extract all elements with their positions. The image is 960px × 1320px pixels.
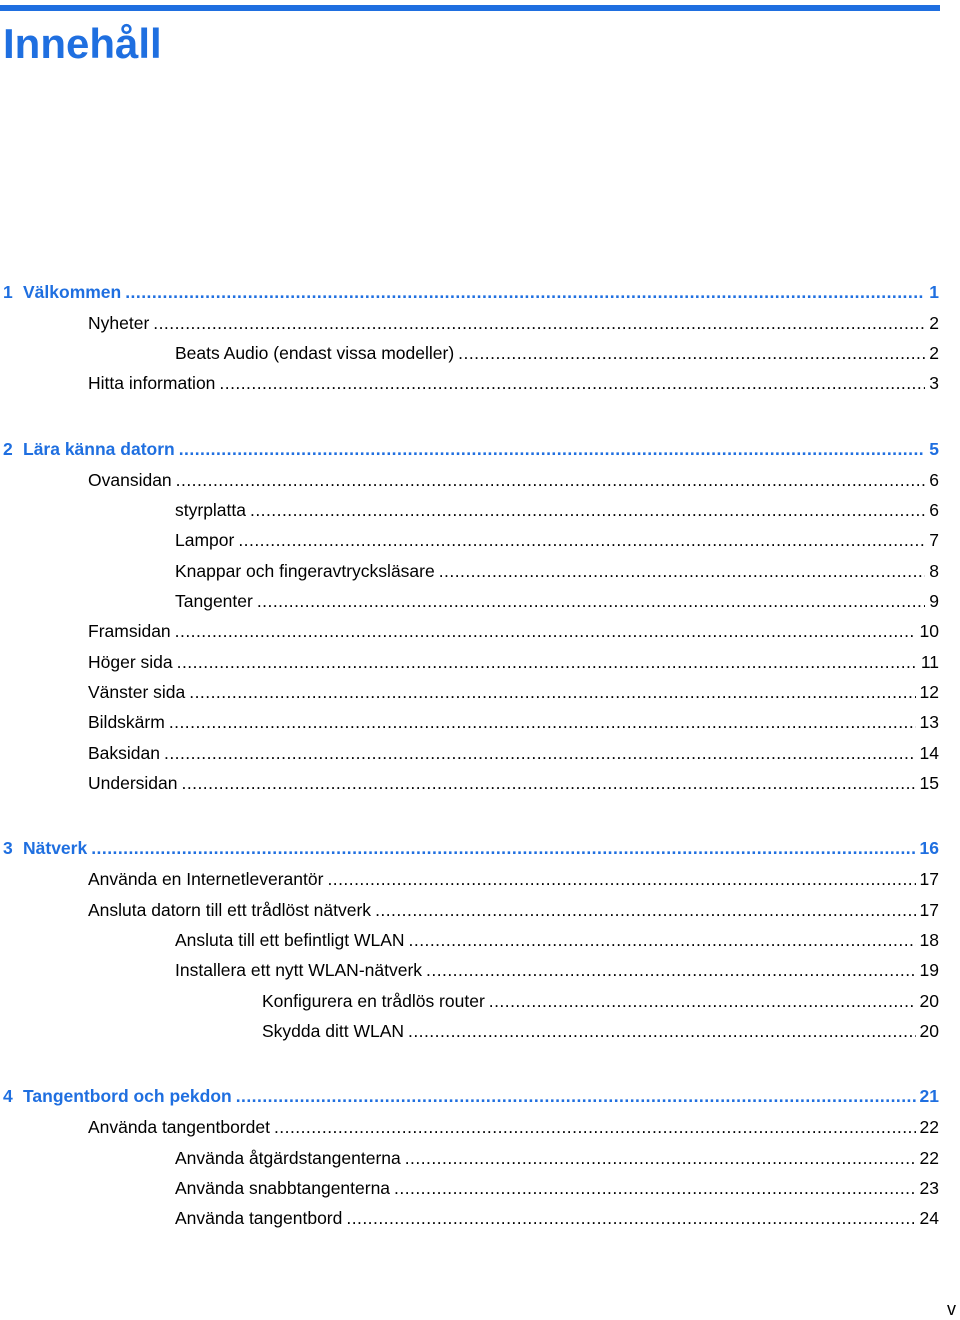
toc-entry-label: Höger sida: [88, 652, 173, 672]
dot-leader: [177, 650, 917, 674]
toc-entry-label: Använda tangentbordet: [88, 1117, 270, 1137]
dot-leader: [169, 710, 916, 734]
toc-entry-label: Tangenter: [175, 591, 253, 611]
dot-leader: [182, 771, 916, 795]
toc-entry-label: Tangentbord och pekdon: [23, 1086, 232, 1106]
toc-entry-link[interactable]: [0, 1115, 939, 1139]
toc-entry-link[interactable]: [0, 710, 939, 734]
toc-page-number: 3: [929, 373, 939, 393]
toc-page-number: 17: [919, 869, 939, 889]
toc-entry-label: Nätverk: [23, 838, 88, 858]
dot-leader: [346, 1206, 915, 1230]
dot-leader: [125, 280, 925, 304]
toc-page-number: 5: [929, 439, 939, 459]
dot-leader: [439, 559, 926, 583]
toc-page-number: 23: [919, 1178, 939, 1198]
toc-entry-link[interactable]: [0, 1176, 939, 1200]
toc-entry-link[interactable]: [0, 341, 939, 365]
toc-page-number: 2: [929, 313, 939, 333]
toc-entry-link[interactable]: [0, 1146, 939, 1170]
toc-entry-label: Lampor: [175, 530, 235, 550]
toc-entry-label: Beats Audio (endast vissa modeller): [175, 343, 455, 363]
toc-entry-label: Knappar och fingeravtrycksläsare: [175, 561, 435, 581]
chapter-number: 1: [3, 282, 13, 302]
toc-page-number: 10: [919, 621, 939, 641]
toc-entry-label: Ovansidan: [88, 470, 172, 490]
toc-page-number: 13: [919, 712, 939, 732]
page-number: v: [947, 1299, 956, 1319]
toc-entry-link[interactable]: [0, 468, 939, 492]
toc-chapter-link[interactable]: [0, 437, 939, 461]
dot-leader: [91, 836, 915, 860]
toc-page-number: 19: [919, 960, 939, 980]
toc-entry-label: Välkommen: [23, 282, 122, 302]
toc-entry-link[interactable]: [0, 1019, 939, 1043]
dot-leader: [489, 989, 916, 1013]
toc-entry-label: Lära känna datorn: [23, 439, 175, 459]
toc-entry-link[interactable]: [0, 989, 939, 1013]
toc-entry-link[interactable]: [0, 311, 939, 335]
toc-page-number: 15: [919, 773, 939, 793]
toc-page-number: 12: [919, 682, 939, 702]
toc-page-number: 17: [919, 900, 939, 920]
toc-entry-label: Bildskärm: [88, 712, 165, 732]
toc-page-number: 18: [919, 930, 939, 950]
dot-leader: [219, 371, 925, 395]
toc-entry-label: Undersidan: [88, 773, 178, 793]
toc-page-number: 9: [929, 591, 939, 611]
dot-leader: [257, 589, 925, 613]
dot-leader: [164, 741, 916, 765]
dot-leader: [375, 898, 915, 922]
page-title: Innehåll: [3, 20, 162, 67]
toc-page-number: 24: [919, 1208, 939, 1228]
chapter-number: 2: [3, 439, 13, 459]
toc-page-number: 8: [929, 561, 939, 581]
toc-page-number: 20: [919, 1021, 939, 1041]
toc-entry-label: styrplatta: [175, 500, 246, 520]
toc-entry-label: Ansluta till ett befintligt WLAN: [175, 930, 405, 950]
toc-entry-label: Ansluta datorn till ett trådlöst nätverk: [88, 900, 372, 920]
toc-page-number: 2: [929, 343, 939, 363]
dot-leader: [250, 498, 925, 522]
toc-entry-link[interactable]: [0, 928, 939, 952]
dot-leader: [189, 680, 915, 704]
toc-entry-link[interactable]: [0, 589, 939, 613]
dot-leader: [274, 1115, 916, 1139]
toc-entry-label: Framsidan: [88, 621, 171, 641]
toc-entry-label: Använda åtgärdstangenterna: [175, 1148, 401, 1168]
toc-entry-link[interactable]: [0, 741, 939, 765]
toc-entry-label: Hitta information: [88, 373, 216, 393]
dot-leader: [327, 867, 915, 891]
dot-leader: [426, 958, 915, 982]
toc-entry-link[interactable]: [0, 528, 939, 552]
toc-entry-link[interactable]: [0, 559, 939, 583]
toc-page-number: 14: [919, 743, 939, 763]
toc-chapter-link[interactable]: [0, 1084, 939, 1108]
toc-entry-label: Konfigurera en trådlös router: [262, 991, 485, 1011]
toc-entry-label: Skydda ditt WLAN: [262, 1021, 404, 1041]
chapter-number: 3: [3, 838, 13, 858]
toc-chapter-link[interactable]: [0, 280, 939, 304]
toc-page-number: 22: [919, 1117, 939, 1137]
dot-leader: [405, 1146, 916, 1170]
toc-page-number: 21: [919, 1086, 939, 1106]
dot-leader: [179, 437, 926, 461]
toc-entry-label: Nyheter: [88, 313, 150, 333]
dot-leader: [409, 928, 916, 952]
toc-entry-link[interactable]: [0, 1206, 939, 1230]
toc-page-number: 1: [929, 282, 939, 302]
toc-entry-link[interactable]: [0, 680, 939, 704]
toc-page-number: 20: [919, 991, 939, 1011]
dot-leader: [176, 468, 926, 492]
dot-leader: [175, 619, 916, 643]
toc-entry-link[interactable]: [0, 498, 939, 522]
dot-leader: [458, 341, 925, 365]
header-rule: [0, 5, 940, 11]
toc-chapter-link[interactable]: [0, 836, 939, 860]
toc-page-number: 7: [929, 530, 939, 550]
toc-page-number: 6: [929, 470, 939, 490]
toc-page-number: 6: [929, 500, 939, 520]
toc-entry-label: Använda en Internetleverantör: [88, 869, 324, 889]
dot-leader: [408, 1019, 916, 1043]
toc-page-number: 11: [920, 652, 939, 672]
toc-entry-label: Installera ett nytt WLAN-nätverk: [175, 960, 423, 980]
dot-leader: [236, 1084, 916, 1108]
toc-entry-link[interactable]: [0, 867, 939, 891]
toc-entry-link[interactable]: [0, 958, 939, 982]
toc-page-number: 16: [919, 838, 939, 858]
toc-entry-link[interactable]: [0, 371, 939, 395]
toc-entry-label: Använda tangentbord: [175, 1208, 343, 1228]
toc-entry-label: Baksidan: [88, 743, 160, 763]
toc-entry-label: Vänster sida: [88, 682, 186, 702]
dot-leader: [394, 1176, 915, 1200]
toc-entry-label: Använda snabbtangenterna: [175, 1178, 391, 1198]
dot-leader: [238, 528, 925, 552]
dot-leader: [153, 311, 925, 335]
toc-entry-link[interactable]: [0, 771, 939, 795]
toc-entry-link[interactable]: [0, 619, 939, 643]
toc-page-number: 22: [919, 1148, 939, 1168]
toc-entry-link[interactable]: [0, 650, 939, 674]
chapter-number: 4: [3, 1086, 13, 1106]
toc-entry-link[interactable]: [0, 898, 939, 922]
